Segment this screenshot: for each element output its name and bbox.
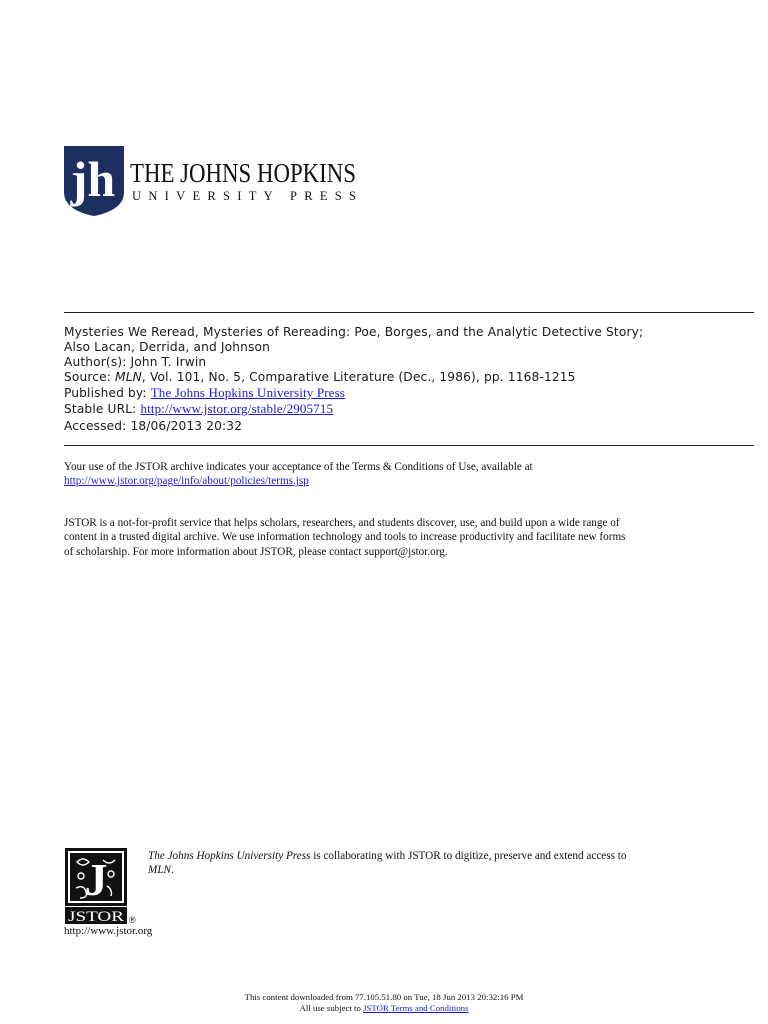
- publisher-logo: [64, 146, 364, 216]
- authors-line: [64, 355, 754, 370]
- footer-terms-prefix: All use subject to: [299, 1002, 364, 1013]
- accessed-line: [64, 419, 754, 434]
- about-line2: content in a trusted digital archive. We use information technology and tools to increase productivity and facilitate new forms: [64, 531, 626, 544]
- jstor-logo: [65, 848, 147, 924]
- publisher-link[interactable]: The Johns Hopkins University Press: [150, 385, 346, 400]
- published-line: [64, 385, 754, 401]
- jstor-mark-text: JSTOR: [68, 909, 124, 925]
- svg-text:J: J: [84, 854, 108, 905]
- source-journal: MLN: [115, 370, 142, 384]
- source-line: [64, 370, 754, 385]
- bottom-divider: [64, 445, 754, 446]
- about-line3: of scholarship. For more information about JSTOR, please contact support@jstor.org.: [64, 545, 448, 558]
- jstor-about: [64, 516, 744, 559]
- collab-text: is collaborating with JSTOR to digitize, preserve and extend access to: [310, 850, 627, 862]
- jstor-homepage-url[interactable]: http://www.jstor.org: [64, 925, 153, 937]
- footer-download-info: This content downloaded from 77.105.51.80 on Tue, 18 Jun 2013 20:32:16 PM: [244, 992, 524, 1002]
- jh-shield-icon: [64, 146, 364, 216]
- publisher-monogram: jh: [70, 151, 116, 207]
- terms-link[interactable]: http://www.jstor.org/page/info/about/policies/terms.jsp: [64, 475, 309, 488]
- collab-publisher: The Johns Hopkins University Press: [148, 850, 311, 862]
- registered-mark: ®: [129, 915, 136, 925]
- footer-terms-link[interactable]: JSTOR Terms and Conditions: [363, 1002, 469, 1013]
- authors-value: John T. Irwin: [130, 355, 207, 369]
- stable-url-link[interactable]: http://www.jstor.org/stable/2905715: [140, 401, 334, 416]
- top-divider: [64, 312, 754, 313]
- stable-url-line: [64, 401, 754, 417]
- authors-label: Author(s):: [64, 355, 127, 369]
- footer-terms-line: [0, 1003, 768, 1014]
- source-label: Source:: [64, 370, 112, 384]
- published-label: Published by:: [64, 386, 147, 400]
- download-footer: [0, 992, 768, 1013]
- terms-notice: [64, 460, 744, 489]
- publisher-name-line2: UNIVERSITY PRESS: [132, 189, 356, 203]
- article-title-line2: Also Lacan, Derrida, and Johnson: [64, 340, 270, 354]
- source-details: , Vol. 101, No. 5, Comparative Literature (Dec., 1986), pp. 1168-1215: [141, 370, 576, 384]
- collab-journal: MLN: [148, 864, 172, 876]
- article-title-line1: Mysteries We Reread, Mysteries of Rereading: Poe, Borges, and the Analytic Detective Story;: [64, 325, 644, 339]
- terms-text: Your use of the JSTOR archive indicates your acceptance of the Terms & Conditions of Use, available at: [64, 461, 533, 473]
- collaboration-note: [148, 849, 748, 877]
- collab-end: .: [171, 864, 174, 876]
- jstor-j-icon: [65, 848, 147, 924]
- article-metadata: [64, 325, 754, 434]
- publisher-name-line1: THE JOHNS HOPKINS: [130, 158, 356, 188]
- accessed-label: Accessed:: [64, 419, 127, 433]
- accessed-value: 18/06/2013 20:32: [130, 419, 243, 433]
- about-line1: JSTOR is a not-for-profit service that helps scholars, researchers, and students discover, use, and build upon a wide range of: [64, 517, 620, 529]
- stable-url-label: Stable URL:: [64, 402, 137, 416]
